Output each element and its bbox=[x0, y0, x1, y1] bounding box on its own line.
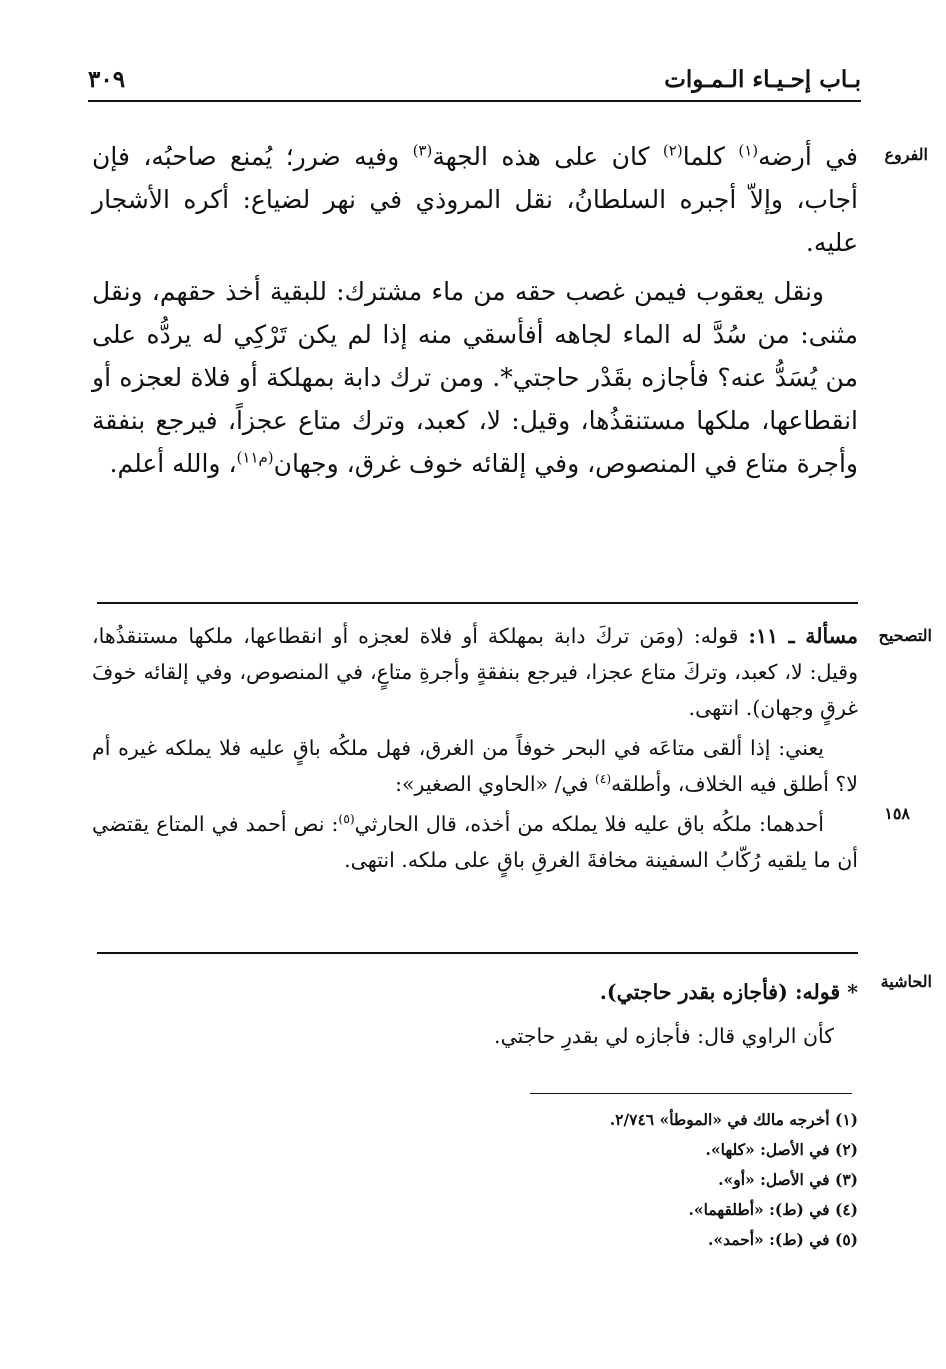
footnotes bbox=[400, 1105, 858, 1255]
footnote: (٥) في (ط): «أحمد». bbox=[707, 1230, 858, 1249]
footnote: (٢) في الأصل: «كلها». bbox=[705, 1140, 858, 1159]
side-label-furu: الفروع bbox=[884, 145, 928, 164]
footnote-ref: (٢) bbox=[662, 141, 683, 160]
tashih-paragraph-2: يعني: إذا ألقى متاعَه في البحر خوفاً من الغرق، فهل ملكُه باقٍ عليه فلا يملكه غيره أم لا؟ أطلق فيه الخلاف، وأطلقه$^{(٤)}$ في/ «الحاوي الصغير»: bbox=[92, 736, 858, 796]
side-label-hashia: الحاشية bbox=[880, 972, 932, 991]
tashih-paragraph-1: مسألة ـ ١١: قوله: (ومَن تركَ دابة بمهلكة أو فلاة لعجزه أو انقطاعها، ملكها مستنقذُها، وقيل: لا، كعبد، وتركَ متاع عجزا، فيرجع بنفقةٍ وأجرةِ متاعٍ، في المنصوص، وفي إلقائه خوفَ غرقٍ وجهان). انتهى. bbox=[92, 624, 858, 720]
hashia-text bbox=[92, 974, 858, 1054]
footnote: (١) أخرجه مالك في «الموطأ» ٢/٧٤٦. bbox=[609, 1110, 858, 1129]
page-number: ٣٠٩ bbox=[88, 66, 126, 93]
running-header bbox=[88, 60, 861, 102]
masala-ref: (م١١) bbox=[236, 448, 274, 467]
tashih-paragraph-3: أحدهما: ملكُه باق عليه فلا يملكه من أخذه، قال الحارثي$^{(٥)}$: نص أحمد في المتاع يقتضي أن ما يلقيه رُكّابُ السفينة مخافةَ الغرقِ باقٍ على ملكه. انتهى. bbox=[92, 812, 858, 872]
footnote-ref: (٣) bbox=[412, 141, 433, 160]
chapter-title: بـاب إحـيـاء الـمـوات bbox=[664, 66, 861, 93]
hashia-marker: * bbox=[500, 363, 513, 392]
footnote-ref: (٥) bbox=[338, 812, 355, 827]
margin-page-number: ١٥٨ bbox=[884, 804, 910, 823]
section-divider bbox=[97, 602, 858, 604]
footnote-ref: (٤) bbox=[594, 772, 612, 787]
tashih-text bbox=[92, 618, 858, 878]
footnote: (٣) في الأصل: «أو». bbox=[718, 1170, 858, 1189]
footnote: (٤) في (ط): «أطلقهما». bbox=[688, 1200, 858, 1219]
main-text bbox=[92, 135, 858, 485]
main-paragraph-2: ونقل يعقوب فيمن غصب حقه من ماء مشترك: للبقية أخذ حقهم، ونقل مثنى: من سُدَّ له الماء لجاهه أفأسقي منه إذا لم يكن تَرْكِي له يردُّه على من يُسَدُّ عنه؟ فأجازه بقَدْر حاجتي*. ومن ترك دابة بمهلكة أو فلاة لعجزه أو انقطاعها، ملكها مستنقذُها، وقيل: لا، كعبد، وترك متاع عجزاً، فيرجع بنفقة وأجرة متاع في المنصوص، وفي إلقائه خوف غرق، وجهان$^{(م١١)}$، والله أعلم. bbox=[92, 277, 858, 478]
footnote-ref: (١) bbox=[738, 141, 759, 160]
footnote-divider bbox=[530, 1093, 852, 1094]
masala-heading: مسألة ـ ١١: bbox=[748, 624, 858, 648]
hashia-heading: * قوله: (فأجازه بقدر حاجتي). bbox=[599, 980, 858, 1004]
side-label-tashih: التصحيح bbox=[878, 626, 932, 645]
section-divider bbox=[97, 952, 858, 954]
main-paragraph-1: في أرضه$^{(١)}$ كلما$^{(٢)}$ كان على هذه الجهة$^{(٣)}$ وفيه ضرر؛ يُمنع صاحبُه، فإن أجاب، وإلاّ أجبره السلطانُ، نقل المروذي في نهر لضياع: أكره الأشجار عليه. bbox=[92, 141, 859, 257]
hashia-paragraph: كأن الراوي قال: فأجازه لي بقدرِ حاجتي. bbox=[494, 1024, 834, 1048]
